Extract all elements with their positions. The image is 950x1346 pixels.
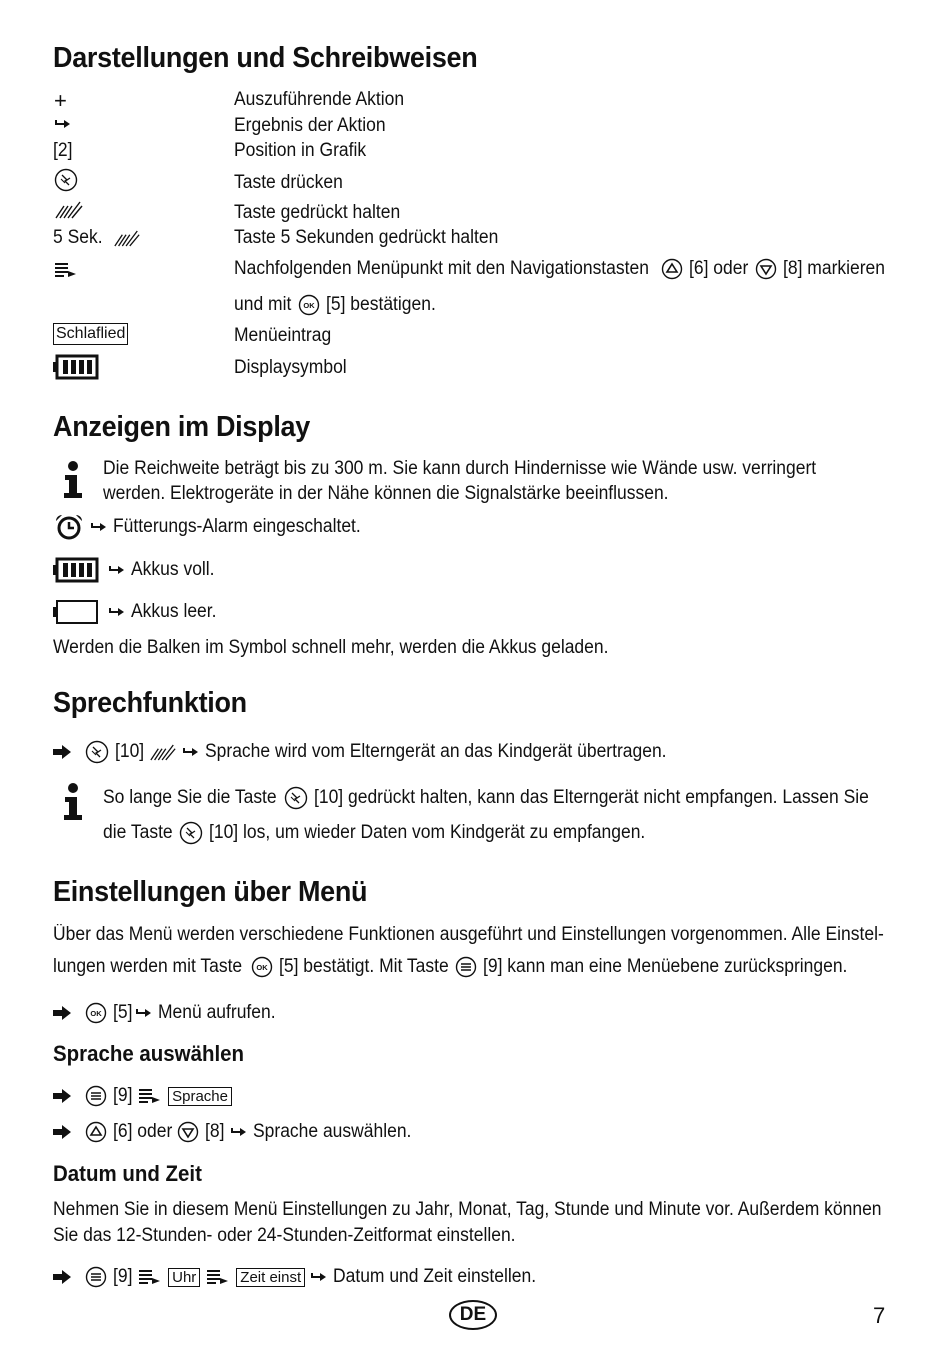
press-icon — [284, 786, 308, 810]
legend-text: Taste 5 Sekunden gedrückt halten — [234, 227, 499, 248]
battery-full-icon — [53, 557, 99, 583]
menu-nav-icon — [138, 1269, 162, 1285]
press-icon — [179, 821, 203, 845]
legend-menu-line1 — [234, 258, 894, 280]
menu-entry-example — [53, 323, 128, 345]
menu-paragraph: Über das Menü werden verschiedene Funktionen ausgeführt und Einstellungen vorgenommen. Alle Einstel- — [53, 924, 884, 945]
legend-symbol: [2] — [53, 140, 73, 161]
result-arrow-icon — [311, 1271, 327, 1283]
step-text: Menü aufrufen. — [158, 1002, 276, 1023]
down-button-icon — [755, 258, 777, 280]
sprech-step — [53, 740, 706, 764]
section-title-menu: Einstellungen über Menü — [53, 876, 368, 908]
menu-step — [53, 1002, 286, 1024]
subsection-title-sprache: Sprache auswählen — [53, 1041, 245, 1066]
battery-full-icon — [53, 354, 99, 380]
legend-menu-line2 — [234, 294, 446, 316]
result-arrow-icon — [109, 606, 125, 618]
legend-text: Menüeintrag — [234, 325, 332, 346]
info-text: [10] gedrückt halten, kann das Elterngerät nicht empfangen. Lassen Sie — [313, 787, 869, 808]
menu-nav-icon — [206, 1269, 230, 1285]
result-arrow-icon — [183, 746, 199, 758]
result-arrow-icon — [91, 521, 107, 533]
ok-button-icon — [85, 1002, 107, 1024]
up-button-icon — [661, 258, 683, 280]
display-note: Werden die Balken im Symbol schnell mehr, werden die Akkus geladen. — [53, 637, 609, 658]
back-button-icon — [85, 1085, 107, 1107]
paragraph-text: [5] bestätigt. Mit Taste — [278, 956, 449, 977]
sprache-step1 — [53, 1085, 232, 1107]
info-text: [10] los, um wieder Daten vom Kindgerät zu empfangen. — [208, 822, 645, 843]
menu-paragraph-line2 — [53, 956, 879, 978]
result-arrow-icon — [136, 1007, 152, 1019]
display-text: Akkus voll. — [131, 559, 215, 580]
action-arrow-icon — [53, 1125, 71, 1139]
hold-icon — [149, 743, 177, 762]
legend-text: Ergebnis der Aktion — [234, 115, 386, 136]
back-button-icon — [455, 956, 477, 978]
ref-text: [9] — [113, 1266, 133, 1287]
sprache-step2 — [53, 1121, 425, 1143]
legend-symbol: 5 Sek. — [53, 227, 103, 248]
ref-text: [5] bestätigen. — [326, 294, 437, 315]
ref-text: [6] oder — [689, 258, 749, 279]
menu-entry-box: Schlaflied — [53, 323, 128, 345]
step-text: Sprache wird vom Elterngerät an das Kindgerät übertragen. — [204, 741, 667, 762]
legend-text: Displaysymbol — [234, 357, 347, 378]
action-arrow-icon — [53, 1006, 71, 1020]
sprech-info-line1 — [103, 786, 917, 810]
subsection-title-datum: Datum und Zeit — [53, 1161, 202, 1186]
step-text: Sprache auswählen. — [252, 1121, 411, 1142]
hold-icon — [54, 200, 84, 220]
menu-entry-box: Uhr — [168, 1268, 200, 1287]
battery-empty-icon — [53, 599, 99, 625]
ref-text: [6] oder — [113, 1121, 173, 1142]
ref-text: [10] — [115, 741, 145, 762]
result-arrow-icon — [109, 564, 125, 576]
display-full-row — [53, 557, 222, 583]
ok-button-icon — [251, 956, 273, 978]
legend-text: und mit — [234, 294, 292, 315]
info-icon — [62, 460, 84, 500]
info-text: Die Reichweite beträgt bis zu 300 m. Sie kann durch Hindernisse wie Wände usw. verringert — [103, 458, 817, 479]
section-title-anzeigen: Anzeigen im Display — [53, 411, 310, 443]
page-number: 7 — [873, 1303, 886, 1328]
legend-text: Nachfolgenden Menüpunkt mit den Navigationstasten — [234, 258, 649, 279]
ref-text: [8] — [205, 1121, 225, 1142]
action-arrow-icon — [53, 745, 71, 759]
datum-paragraph: Nehmen Sie in diesem Menü Einstellungen zu Jahr, Monat, Tag, Stunde und Minute vor. Außerdem können — [53, 1199, 882, 1220]
datum-paragraph: Sie das 12-Stunden- oder 24-Stunden-Zeitformat einstellen. — [53, 1225, 516, 1246]
action-arrow-icon — [53, 1270, 71, 1284]
section-title-sprech: Sprechfunktion — [53, 687, 247, 719]
paragraph-text: lungen werden mit Taste — [53, 956, 243, 977]
back-button-icon — [85, 1266, 107, 1288]
press-icon — [54, 168, 78, 192]
legend-text: Taste gedrückt halten — [234, 202, 401, 223]
up-button-icon — [85, 1121, 107, 1143]
legend-text: Taste drücken — [234, 172, 343, 193]
info-text: So lange Sie die Taste — [103, 787, 277, 808]
result-arrow-icon — [231, 1126, 247, 1138]
legend-text: Auszuführende Aktion — [234, 89, 405, 110]
language-badge: DE — [449, 1300, 497, 1330]
down-button-icon — [177, 1121, 199, 1143]
result-arrow-icon — [55, 118, 71, 130]
display-text: Fütterungs-Alarm eingeschaltet. — [113, 516, 361, 537]
ref-text: [5] — [113, 1002, 133, 1023]
menu-nav-icon — [54, 262, 78, 278]
ref-text: [8] markieren — [783, 258, 886, 279]
ref-text: [9] — [113, 1085, 133, 1106]
menu-entry-box: Sprache — [168, 1087, 232, 1106]
action-arrow-icon — [53, 1089, 71, 1103]
menu-entry-box: Zeit einst — [236, 1268, 305, 1287]
paragraph-text: [9] kann man eine Menüebene zurückspringen. — [483, 956, 848, 977]
display-alarm-row — [53, 513, 382, 541]
ok-button-icon — [298, 294, 320, 316]
info-icon — [62, 782, 84, 822]
datum-step — [53, 1266, 554, 1288]
step-text: Datum und Zeit einstellen. — [333, 1266, 537, 1287]
info-text: die Taste — [103, 822, 173, 843]
legend-text: Position in Grafik — [234, 140, 367, 161]
sprech-info-line2 — [103, 821, 683, 845]
section-title-darstellungen: Darstellungen und Schreibweisen — [53, 42, 478, 74]
menu-nav-icon — [138, 1088, 162, 1104]
display-text: Akkus leer. — [131, 601, 217, 622]
plus-icon: + — [54, 88, 67, 113]
hold-icon — [113, 229, 141, 248]
legend-symbol-5sek — [53, 227, 141, 249]
info-text: werden. Elektrogeräte in der Nähe können die Signalstärke beeinflussen. — [103, 483, 669, 504]
alarm-clock-icon — [53, 513, 85, 541]
press-icon — [85, 740, 109, 764]
display-empty-row — [53, 599, 224, 625]
